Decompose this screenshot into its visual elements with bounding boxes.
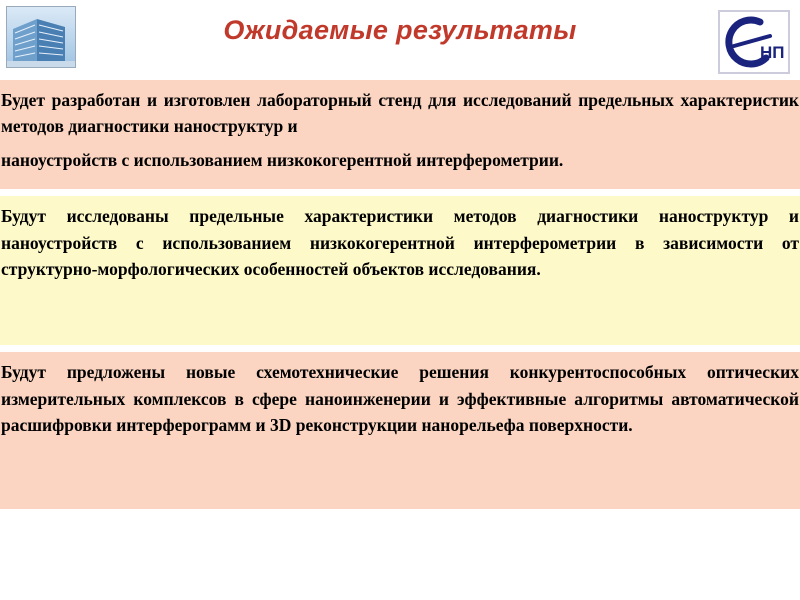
result-block-2 [0,196,800,345]
result-block-3 [0,352,800,509]
organization-logo [718,10,790,74]
result-block-1-line-1: Будет разработан и изготовлен лабораторный стенд для исследований предельных характеристик методов диагностики наноструктур и [1,90,799,136]
page-title: Ожидаемые результаты [223,15,577,45]
logo-text: НП [760,43,785,62]
result-block-2-text: Будут исследованы предельные характеристики методов диагностики наноструктур и наноустройств с использованием низкокогерентной интерферометрии в зависимости от структурно-морфологических особенностей объектов исследования. [1,206,799,279]
result-block-1-line-2: наноустройств с использованием низкокогерентной интерферометрии. [1,150,564,170]
result-block-3-text: Будут предложены новые схемотехнические решения конкурентоспособных оптических измерительных комплексов в сфере наноинженерии и эффективные алгоритмы автоматической расшифровки интерферограмм и 3D реконструкции нанорельефа поверхности. [1,362,799,435]
np-logo-icon [720,12,788,72]
slide-header [0,0,800,80]
result-block-1 [0,80,800,189]
